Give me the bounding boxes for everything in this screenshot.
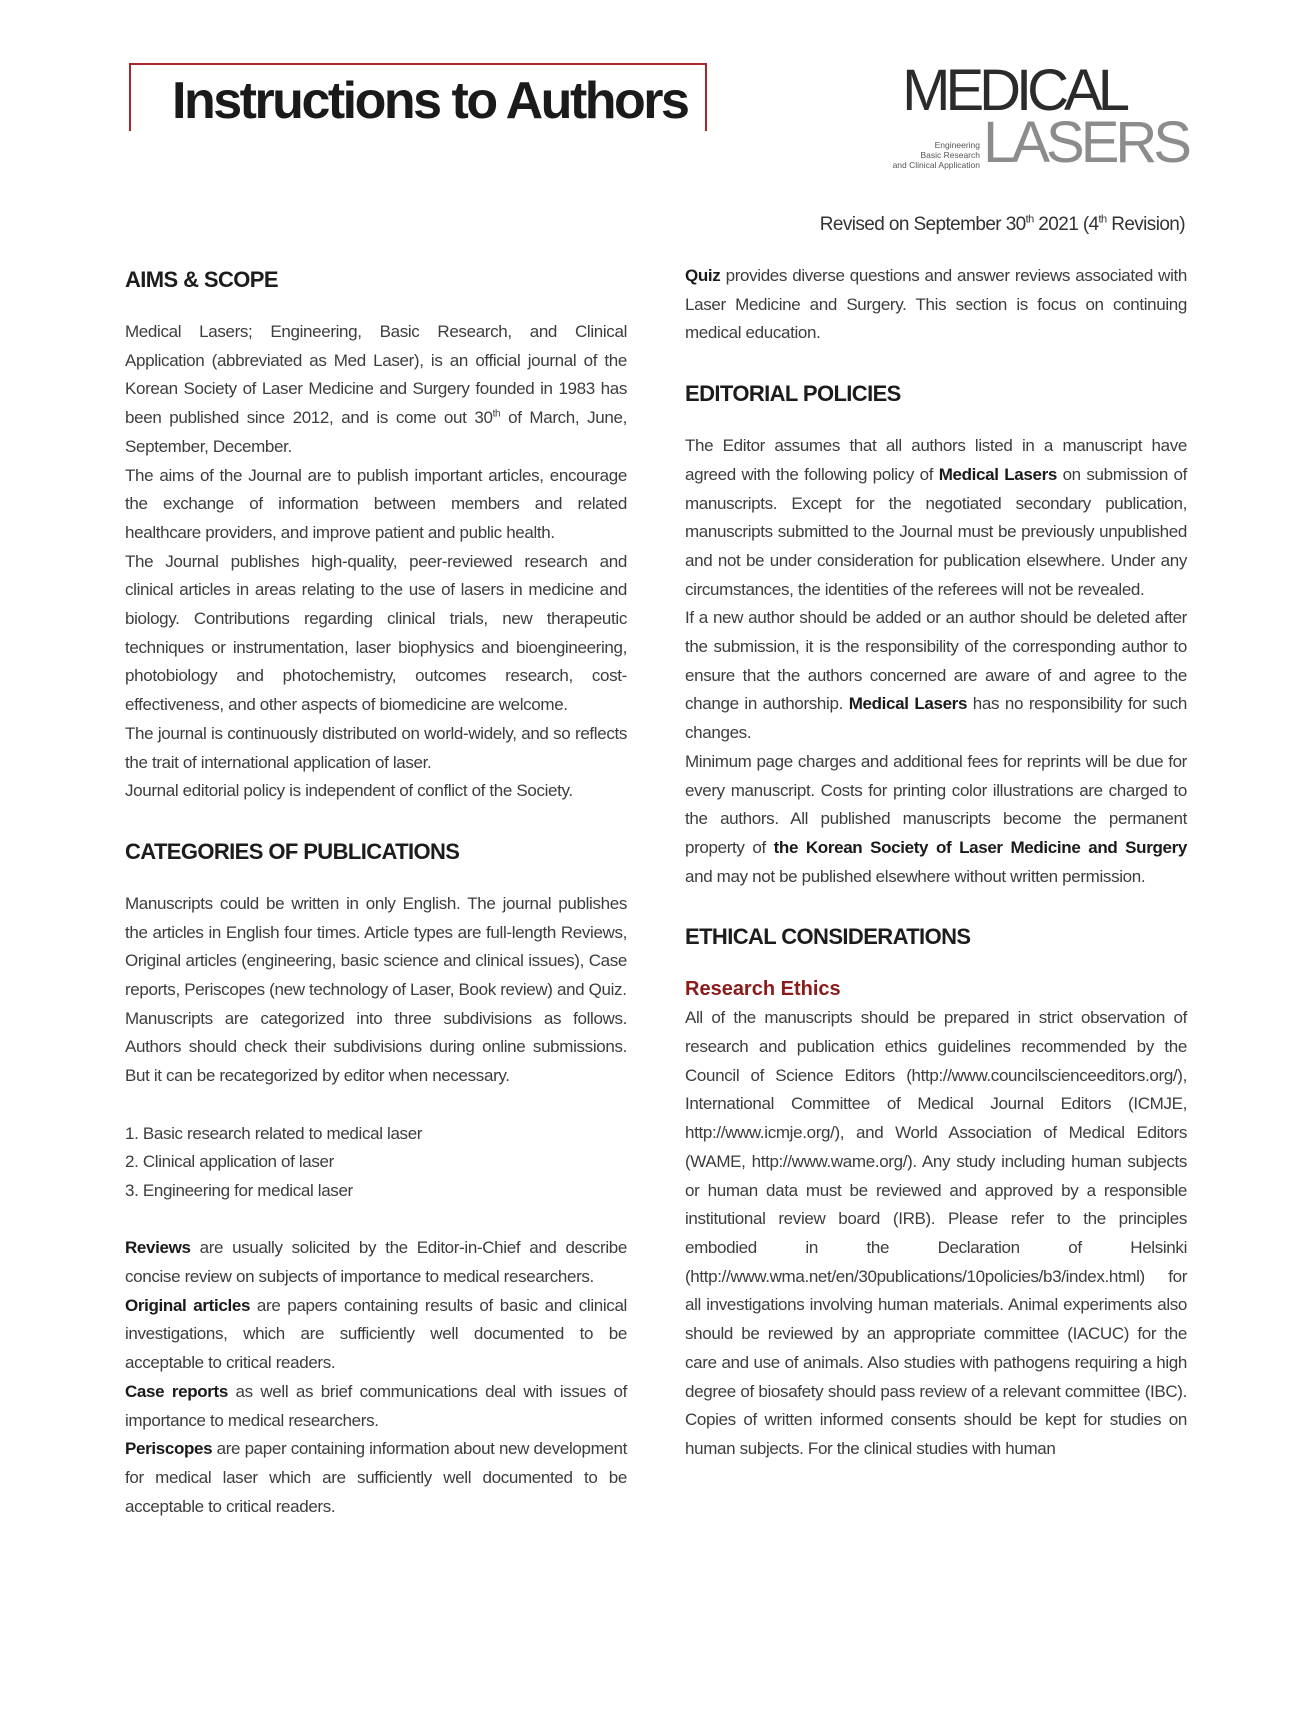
revision-prefix: Revised on September 30 — [819, 214, 1026, 235]
text: If a new author should be added or an author should be deleted after the submission, it is the responsibility of the corresponding author to ensure that the authors concerned are aware of and agree to the change in authorship. — [685, 608, 1187, 714]
section-heading-ethics: ETHICAL CONSIDERATIONS — [685, 924, 971, 950]
paragraph — [125, 1292, 627, 1378]
paragraph — [685, 432, 1187, 604]
section-heading-aims: AIMS & SCOPE — [125, 267, 278, 292]
term-label: Original articles — [125, 1295, 251, 1315]
sup: th — [492, 408, 501, 420]
logo-subtitle-line: Engineering — [934, 140, 980, 150]
left-column — [125, 262, 627, 1521]
paragraph: Manuscripts could be written in only English. The journal publishes the articles in English four times. Article types are full-length Reviews, Original articles (engineering, basic science and clinical issues), Case reports, Periscopes (new technology of Laser, Book review) and Quiz. — [125, 893, 627, 1000]
subdivision-list — [125, 1120, 627, 1206]
paragraph — [125, 318, 627, 462]
bold-text: the Korean Society of Laser Medicine and Surgery — [773, 837, 1187, 857]
section-heading-editorial: EDITORIAL POLICIES — [685, 381, 901, 407]
logo-subtitle-line: Basic Research — [920, 150, 980, 160]
list-item: 3. Engineering for medical laser — [125, 1180, 353, 1200]
text: of March, June, September, December. — [125, 408, 627, 456]
paragraph: The Journal publishes high-quality, peer-reviewed research and clinical articles in areas relating to the use of lasers in medicine and biology. Contributions regarding clinical trials, new therapeutic techniques or instrumentation, laser biophysics and bioengineering, photobiology and photochemistry, outcomes research, cost-effectiveness, and other aspects of biomedicine are welcome. — [125, 551, 627, 715]
text: and may not be published elsewhere without written permission. — [685, 866, 1146, 886]
paragraph: Manuscripts are categorized into three subdivisions as follows. Authors should check their subdivisions during online submissions. But it can be recategorized by editor when necessary. — [125, 1008, 627, 1086]
paragraph: The aims of the Journal are to publish important articles, encourage the exchange of information between members and related healthcare providers, and improve patient and public health. — [125, 465, 627, 542]
term-label: Periscopes — [125, 1439, 213, 1459]
paragraph: The journal is continuously distributed on world-widely, and so reflects the trait of international application of laser. — [125, 723, 627, 772]
bold-text: Medical Lasers — [938, 464, 1057, 484]
term-label: Reviews — [125, 1238, 191, 1258]
text: Minimum page charges and additional fees for reprints will be due for every manuscript. Costs for printing color illustrations are charged to the authors. All published manuscripts become the permanent property of — [685, 751, 1187, 857]
journal-logo — [890, 60, 1190, 175]
paragraph — [685, 748, 1187, 892]
text: provides diverse questions and answer reviews associated with Laser Medicine and Surgery. This section is focus on continuing medical education. — [685, 266, 1187, 343]
term-label: Quiz — [685, 266, 721, 285]
revision-sup: th — [1098, 213, 1107, 226]
revision-sup: th — [1025, 213, 1034, 226]
text: as well as brief communications deal with issues of importance to medical researchers. — [125, 1381, 628, 1430]
list-item: 1. Basic research related to medical laser — [125, 1123, 423, 1143]
text: has no responsibility for such changes. — [685, 694, 1187, 743]
text: are papers containing results of basic and clinical investigations, which are sufficiently well documented to be acceptable to critical readers. — [125, 1295, 627, 1373]
text: The Editor assumes that all authors listed in a manuscript have agreed with the following policy of — [685, 436, 1187, 484]
right-column — [685, 262, 1187, 1464]
bold-text: Medical Lasers — [848, 694, 968, 714]
revision-date — [820, 214, 1185, 236]
paragraph: All of the manuscripts should be prepared in strict observation of research and publication ethics guidelines recommended by the Council of Science Editors (http://www.councilscienceeditors.org/), International Committee of Medical Journal Editors (ICMJE, http://www.icmje.org/), and World Association of Medical Editors (WAME, http://www.wame.org/). Any study including human subjects or human data must be reviewed and approved by a responsible institutional review board (IRB). Please refer to the principles embodied in the Declaration of Helsinki (http://www.wma.net/en/30publications/10policies/b3/index.html) for all investigations involving human materials. Animal experiments also should be reviewed by an appropriate committee (IACUC) for the care and use of animals. Also studies with pathogens requiring a high degree of biosafety should pass review of a relevant committee (IBC). Copies of written informed consents should be kept for studies on human subjects. For the clinical studies with human — [685, 1008, 1187, 1458]
paragraph — [685, 604, 1187, 748]
list-item: 2. Clinical application of laser — [125, 1152, 334, 1172]
paragraph: Journal editorial policy is independent of conflict of the Society. — [125, 781, 573, 801]
text: are paper containing information about new development for medical laser which are sufficiently well documented to be acceptable to critical readers. — [125, 1439, 627, 1516]
logo-medical-text: MEDICAL — [902, 58, 1125, 123]
paragraph — [125, 1378, 627, 1435]
logo-lasers-text: LASERS — [983, 110, 1188, 175]
paragraph — [125, 1234, 627, 1291]
paragraph — [125, 1435, 627, 1521]
page-title: Instructions to Authors — [172, 72, 688, 130]
logo-subtitle — [890, 140, 980, 170]
text: Medical Lasers; Engineering, Basic Research, and Clinical Application (abbreviated as Med Laser), is an official journal of the Korean Society of Laser Medicine and Surgery founded in 1983 has been published since 2012, and is come out 30 — [125, 322, 627, 428]
paragraph — [685, 262, 1187, 348]
term-label: Case reports — [125, 1381, 228, 1401]
revision-mid: 2021 (4 — [1033, 214, 1099, 235]
text: on submission of manuscripts. Except for the negotiated secondary publication, manuscripts submitted to the Journal must be previously unpublished and not be under consideration for publication elsewhere. Under any circumstances, the identities of the referees will not be revealed. — [685, 464, 1188, 599]
text: are usually solicited by the Editor-in-Chief and describe concise review on subjects of importance to medical researchers. — [125, 1238, 627, 1287]
section-heading-categories: CATEGORIES OF PUBLICATIONS — [125, 838, 460, 864]
logo-subtitle-line: and Clinical Application — [892, 160, 980, 170]
revision-suffix: Revision) — [1106, 214, 1185, 235]
subheading-research-ethics: Research Ethics — [685, 978, 841, 1001]
